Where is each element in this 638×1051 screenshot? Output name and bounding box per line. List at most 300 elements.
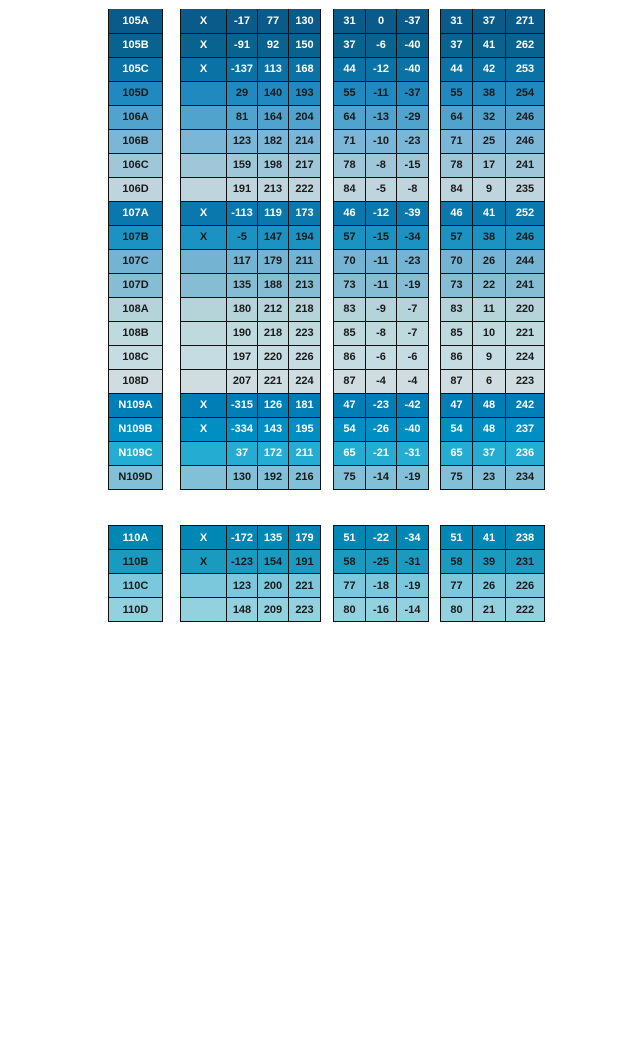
swatch-row	[334, 598, 429, 622]
swatch-row	[441, 345, 545, 369]
mark-lab-columns	[180, 525, 321, 622]
swatch-row	[109, 225, 163, 249]
swatch-row	[441, 225, 545, 249]
swatch-row	[334, 417, 429, 441]
swatch-row	[181, 57, 321, 81]
cell-lab: 172	[258, 441, 289, 465]
swatch-code: 110C	[109, 574, 163, 598]
cell-lab: 159	[227, 153, 258, 177]
swatch-code: N109C	[109, 441, 163, 465]
swatch-row	[181, 129, 321, 153]
cell-hsb: 44	[441, 57, 473, 81]
cell-lch: -7	[397, 297, 429, 321]
cell-lch: -34	[397, 225, 429, 249]
cell-hsb: 25	[473, 129, 506, 153]
swatch-row	[441, 297, 545, 321]
mark-cell: X	[181, 57, 227, 81]
swatch-row	[109, 345, 163, 369]
swatch-row	[181, 574, 321, 598]
cell-hsb: 46	[441, 201, 473, 225]
cell-lch: 31	[334, 9, 366, 33]
swatch-row	[441, 598, 545, 622]
cell-hsb: 57	[441, 225, 473, 249]
swatch-table	[180, 525, 321, 622]
cell-hsb: 253	[506, 57, 545, 81]
cell-lab: 198	[258, 153, 289, 177]
mark-cell	[181, 321, 227, 345]
cell-lab: 77	[258, 9, 289, 33]
swatch-row	[441, 417, 545, 441]
swatch-row	[181, 249, 321, 273]
swatch-row	[334, 57, 429, 81]
mark-cell	[181, 574, 227, 598]
cell-lab: 213	[258, 177, 289, 201]
cell-lch: -40	[397, 33, 429, 57]
swatch-table	[108, 525, 163, 622]
cell-lch: -37	[397, 81, 429, 105]
cell-hsb: 77	[441, 574, 473, 598]
cell-lab: 150	[289, 33, 321, 57]
cell-hsb: 41	[473, 201, 506, 225]
mark-cell	[181, 441, 227, 465]
cell-lch: -16	[366, 598, 397, 622]
swatch-row	[181, 598, 321, 622]
cell-lch: -40	[397, 417, 429, 441]
swatch-code: N109A	[109, 393, 163, 417]
cell-hsb: 246	[506, 129, 545, 153]
cell-lab: 135	[227, 273, 258, 297]
cell-hsb: 241	[506, 273, 545, 297]
swatch-code: N109B	[109, 417, 163, 441]
swatch-row	[334, 574, 429, 598]
swatch-code: 106D	[109, 177, 163, 201]
swatch-row	[181, 550, 321, 574]
cell-lab: 113	[258, 57, 289, 81]
cell-lch: 86	[334, 345, 366, 369]
swatch-row	[109, 153, 163, 177]
cell-hsb: 48	[473, 417, 506, 441]
swatch-row	[441, 57, 545, 81]
cell-hsb: 38	[473, 81, 506, 105]
cell-hsb: 242	[506, 393, 545, 417]
cell-lab: 148	[227, 598, 258, 622]
cell-lab: 143	[258, 417, 289, 441]
cell-hsb: 41	[473, 526, 506, 550]
swatch-code: 105C	[109, 57, 163, 81]
swatch-row	[109, 441, 163, 465]
swatch-row	[334, 105, 429, 129]
cell-lab: 123	[227, 574, 258, 598]
cell-hsb: 75	[441, 465, 473, 489]
cell-lch: 37	[334, 33, 366, 57]
cell-lch: -13	[366, 105, 397, 129]
cell-lch: -26	[366, 417, 397, 441]
cell-lab: 37	[227, 441, 258, 465]
cell-lch: 47	[334, 393, 366, 417]
swatch-table	[333, 525, 429, 622]
swatch-row	[334, 465, 429, 489]
cell-lch: -37	[397, 9, 429, 33]
mark-cell: X	[181, 550, 227, 574]
swatch-code: 106B	[109, 129, 163, 153]
swatch-row	[334, 129, 429, 153]
cell-lab: -315	[227, 393, 258, 417]
cell-lch: -31	[397, 550, 429, 574]
swatch-row	[109, 417, 163, 441]
cell-lab: -113	[227, 201, 258, 225]
cell-hsb: 6	[473, 369, 506, 393]
swatch-table	[440, 525, 545, 622]
cell-lch: -9	[366, 297, 397, 321]
swatch-row	[334, 273, 429, 297]
cell-hsb: 39	[473, 550, 506, 574]
swatch-row	[181, 81, 321, 105]
cell-hsb: 224	[506, 345, 545, 369]
swatch-row	[441, 441, 545, 465]
cell-lab: 218	[258, 321, 289, 345]
cell-lch: 73	[334, 273, 366, 297]
cell-lch: 58	[334, 550, 366, 574]
cell-lab: 212	[258, 297, 289, 321]
cell-lch: 84	[334, 177, 366, 201]
cell-lab: 204	[289, 105, 321, 129]
cell-lab: 126	[258, 393, 289, 417]
cell-lch: -19	[397, 273, 429, 297]
swatch-row	[181, 33, 321, 57]
mark-cell: X	[181, 393, 227, 417]
cell-lch: 77	[334, 574, 366, 598]
mark-lab-columns	[180, 9, 321, 490]
cell-lch: -34	[397, 526, 429, 550]
swatch-row	[181, 393, 321, 417]
swatch-row	[334, 297, 429, 321]
cell-lab: 190	[227, 321, 258, 345]
swatch-row	[441, 81, 545, 105]
cell-lch: 0	[366, 9, 397, 33]
swatch-row	[109, 33, 163, 57]
swatch-table	[440, 9, 545, 490]
mark-cell: X	[181, 201, 227, 225]
mark-cell	[181, 465, 227, 489]
swatch-code: 106A	[109, 105, 163, 129]
swatch-row	[181, 105, 321, 129]
swatch-row	[109, 526, 163, 550]
mark-cell	[181, 345, 227, 369]
cell-hsb: 70	[441, 249, 473, 273]
cell-hsb: 73	[441, 273, 473, 297]
cell-lch: -21	[366, 441, 397, 465]
cell-hsb: 17	[473, 153, 506, 177]
mark-cell: X	[181, 417, 227, 441]
cell-hsb: 71	[441, 129, 473, 153]
cell-lch: -8	[397, 177, 429, 201]
swatch-code: 110A	[109, 526, 163, 550]
swatch-code: 108B	[109, 321, 163, 345]
cell-hsb: 221	[506, 321, 545, 345]
cell-hsb: 47	[441, 393, 473, 417]
swatch-row	[441, 177, 545, 201]
cell-hsb: 37	[473, 441, 506, 465]
swatch-row	[441, 369, 545, 393]
swatch-row	[334, 225, 429, 249]
swatch-code: 107A	[109, 201, 163, 225]
swatch-row	[441, 550, 545, 574]
cell-lch: -23	[366, 393, 397, 417]
cell-hsb: 41	[473, 33, 506, 57]
cell-lab: 213	[289, 273, 321, 297]
mark-cell: X	[181, 9, 227, 33]
cell-lch: -39	[397, 201, 429, 225]
swatch-table	[108, 9, 163, 490]
cell-lch: -40	[397, 57, 429, 81]
swatch-row	[109, 574, 163, 598]
cell-lch: -23	[397, 249, 429, 273]
lch-columns	[333, 9, 429, 490]
swatch-row	[181, 441, 321, 465]
cell-lch: -14	[366, 465, 397, 489]
swatch-row	[334, 201, 429, 225]
cell-lch: 57	[334, 225, 366, 249]
cell-lab: -172	[227, 526, 258, 550]
cell-hsb: 220	[506, 297, 545, 321]
swatch-code: 110B	[109, 550, 163, 574]
cell-hsb: 237	[506, 417, 545, 441]
cell-lch: 51	[334, 526, 366, 550]
cell-lch: 80	[334, 598, 366, 622]
cell-lch: 78	[334, 153, 366, 177]
swatch-row	[334, 9, 429, 33]
cell-lch: -5	[366, 177, 397, 201]
cell-lab: 193	[289, 81, 321, 105]
cell-lch: -23	[397, 129, 429, 153]
mark-cell	[181, 105, 227, 129]
cell-lab: 191	[289, 550, 321, 574]
cell-lab: 222	[289, 177, 321, 201]
cell-lab: 147	[258, 225, 289, 249]
cell-hsb: 222	[506, 598, 545, 622]
cell-hsb: 37	[473, 9, 506, 33]
cell-lch: -19	[397, 465, 429, 489]
cell-lab: 81	[227, 105, 258, 129]
cell-hsb: 38	[473, 225, 506, 249]
cell-hsb: 236	[506, 441, 545, 465]
name-column	[108, 9, 163, 490]
mark-cell: X	[181, 225, 227, 249]
swatch-row	[441, 465, 545, 489]
swatch-table	[180, 9, 321, 490]
cell-hsb: 234	[506, 465, 545, 489]
cell-lab: 182	[258, 129, 289, 153]
cell-lch: -11	[366, 81, 397, 105]
swatch-row	[334, 345, 429, 369]
mark-cell	[181, 249, 227, 273]
cell-lab: -5	[227, 225, 258, 249]
cell-lch: -12	[366, 57, 397, 81]
cell-lab: -17	[227, 9, 258, 33]
cell-lab: 123	[227, 129, 258, 153]
cell-lch: -31	[397, 441, 429, 465]
swatch-code: N109D	[109, 465, 163, 489]
swatch-row	[334, 153, 429, 177]
cell-lab: 140	[258, 81, 289, 105]
cell-lch: 54	[334, 417, 366, 441]
hsb-columns	[440, 525, 545, 622]
cell-lab: 191	[227, 177, 258, 201]
cell-lab: 181	[289, 393, 321, 417]
cell-hsb: 48	[473, 393, 506, 417]
cell-hsb: 84	[441, 177, 473, 201]
swatch-code: 105D	[109, 81, 163, 105]
cell-hsb: 54	[441, 417, 473, 441]
cell-hsb: 10	[473, 321, 506, 345]
swatch-row	[441, 249, 545, 273]
swatch-row	[109, 105, 163, 129]
swatch-row	[334, 33, 429, 57]
swatch-row	[109, 321, 163, 345]
cell-lab: 117	[227, 249, 258, 273]
cell-lch: 55	[334, 81, 366, 105]
swatch-row	[181, 297, 321, 321]
cell-hsb: 37	[441, 33, 473, 57]
swatch-code: 108A	[109, 297, 163, 321]
swatch-row	[109, 393, 163, 417]
cell-lab: 135	[258, 526, 289, 550]
cell-lch: -15	[366, 225, 397, 249]
cell-hsb: 21	[473, 598, 506, 622]
swatch-row	[109, 129, 163, 153]
cell-hsb: 226	[506, 574, 545, 598]
swatch-row	[441, 105, 545, 129]
cell-hsb: 86	[441, 345, 473, 369]
swatch-row	[334, 550, 429, 574]
cell-hsb: 83	[441, 297, 473, 321]
swatch-row	[181, 465, 321, 489]
cell-lch: -22	[366, 526, 397, 550]
cell-lab: 218	[289, 297, 321, 321]
mark-cell	[181, 81, 227, 105]
swatch-code: 110D	[109, 598, 163, 622]
swatch-row	[334, 81, 429, 105]
cell-lab: 168	[289, 57, 321, 81]
swatch-row	[334, 177, 429, 201]
cell-lch: -6	[366, 33, 397, 57]
cell-hsb: 23	[473, 465, 506, 489]
cell-lab: 223	[289, 598, 321, 622]
cell-lab: -91	[227, 33, 258, 57]
swatch-code: 105A	[109, 9, 163, 33]
swatch-row	[181, 417, 321, 441]
cell-lch: 71	[334, 129, 366, 153]
cell-lab: 179	[258, 249, 289, 273]
swatch-row	[181, 225, 321, 249]
swatch-row	[441, 321, 545, 345]
mark-cell	[181, 129, 227, 153]
cell-lch: -25	[366, 550, 397, 574]
mark-cell	[181, 153, 227, 177]
cell-hsb: 238	[506, 526, 545, 550]
cell-hsb: 31	[441, 9, 473, 33]
swatch-row	[181, 201, 321, 225]
swatch-row	[109, 465, 163, 489]
cell-hsb: 262	[506, 33, 545, 57]
cell-lab: 207	[227, 369, 258, 393]
cell-lab: 224	[289, 369, 321, 393]
cell-lab: 195	[289, 417, 321, 441]
swatch-row	[441, 9, 545, 33]
cell-hsb: 87	[441, 369, 473, 393]
cell-hsb: 252	[506, 201, 545, 225]
swatch-row	[441, 574, 545, 598]
cell-lch: -11	[366, 249, 397, 273]
swatch-row	[181, 526, 321, 550]
cell-lch: -6	[397, 345, 429, 369]
cell-hsb: 55	[441, 81, 473, 105]
swatch-row	[109, 9, 163, 33]
swatch-code: 107B	[109, 225, 163, 249]
cell-lch: -4	[366, 369, 397, 393]
swatch-code: 107D	[109, 273, 163, 297]
cell-hsb: 235	[506, 177, 545, 201]
swatch-code: 108D	[109, 369, 163, 393]
cell-hsb: 246	[506, 225, 545, 249]
swatch-row	[334, 526, 429, 550]
cell-hsb: 80	[441, 598, 473, 622]
cell-lab: -123	[227, 550, 258, 574]
cell-lch: -18	[366, 574, 397, 598]
cell-hsb: 9	[473, 177, 506, 201]
cell-lab: 194	[289, 225, 321, 249]
cell-lch: -8	[366, 321, 397, 345]
cell-lab: 119	[258, 201, 289, 225]
cell-lab: 221	[289, 574, 321, 598]
cell-lch: -12	[366, 201, 397, 225]
cell-lch: 65	[334, 441, 366, 465]
cell-lab: 217	[289, 153, 321, 177]
cell-lab: 130	[227, 465, 258, 489]
cell-lab: 211	[289, 441, 321, 465]
cell-lch: -6	[366, 345, 397, 369]
swatch-row	[334, 393, 429, 417]
swatch-row	[109, 598, 163, 622]
swatch-row	[334, 441, 429, 465]
mark-cell: X	[181, 526, 227, 550]
cell-hsb: 26	[473, 249, 506, 273]
cell-hsb: 11	[473, 297, 506, 321]
mark-cell	[181, 369, 227, 393]
cell-lch: -14	[397, 598, 429, 622]
cell-hsb: 51	[441, 526, 473, 550]
cell-hsb: 271	[506, 9, 545, 33]
cell-lch: 85	[334, 321, 366, 345]
cell-lab: 173	[289, 201, 321, 225]
swatch-code: 106C	[109, 153, 163, 177]
cell-hsb: 246	[506, 105, 545, 129]
cell-lab: 226	[289, 345, 321, 369]
swatch-row	[109, 249, 163, 273]
swatch-row	[181, 153, 321, 177]
cell-lab: 223	[289, 321, 321, 345]
mark-cell	[181, 273, 227, 297]
swatch-row	[109, 81, 163, 105]
cell-lch: 70	[334, 249, 366, 273]
mark-cell	[181, 177, 227, 201]
cell-hsb: 22	[473, 273, 506, 297]
cell-lab: 216	[289, 465, 321, 489]
cell-hsb: 42	[473, 57, 506, 81]
swatch-row	[181, 369, 321, 393]
lch-columns	[333, 525, 429, 622]
cell-hsb: 231	[506, 550, 545, 574]
